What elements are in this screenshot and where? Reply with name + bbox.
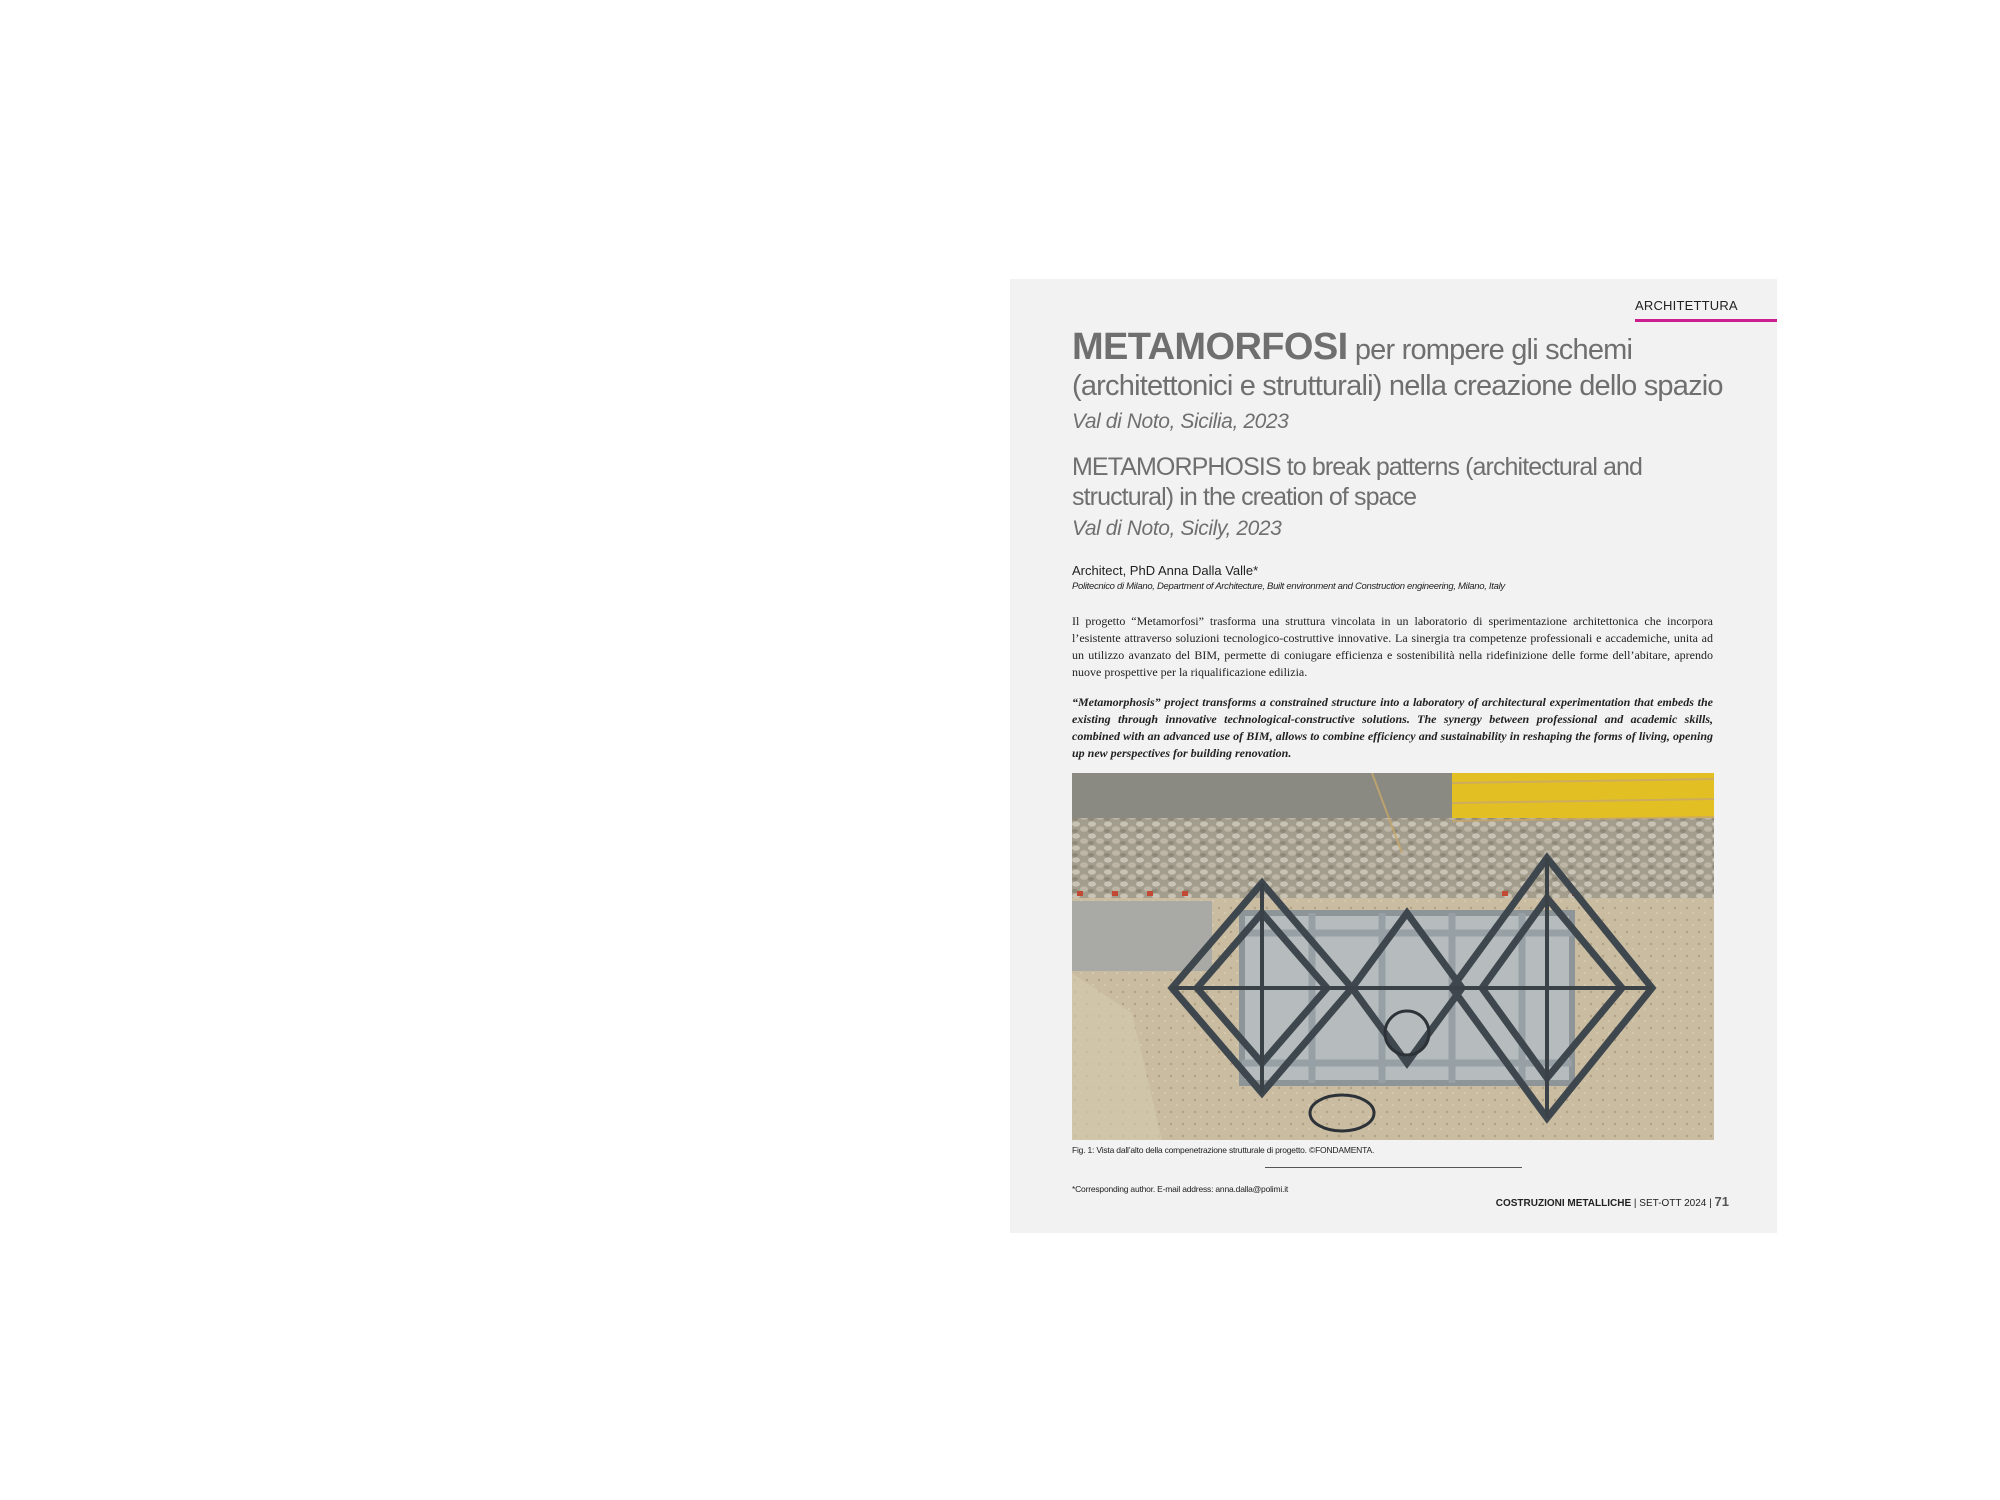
figure-caption: Fig. 1: Vista dall’alto della compenetrazione strutturale di progetto. ©FONDAMENTA. <box>1072 1145 1375 1155</box>
section-label: ARCHITETTURA <box>1635 298 1738 313</box>
page-number: 71 <box>1714 1194 1729 1209</box>
magazine-name: COSTRUZIONI METALLICHE <box>1495 1198 1632 1209</box>
footnote: *Corresponding author. E-mail address: anna.dalla@polimi.it <box>1072 1184 1289 1194</box>
aerial-structure-photo <box>1072 773 1714 1140</box>
italian-title <box>1072 326 1732 404</box>
aerial-photo-illustration <box>1072 773 1714 1140</box>
page-footer <box>1496 1194 1729 1209</box>
english-location: Val di Noto, Sicily, 2023 <box>1072 517 1282 540</box>
abstract-italian: Il progetto “Metamorfosi” trasforma una struttura vincolata in un laboratorio di sperimentazione architettonica che incorpora l’esistente attraverso soluzioni tecnologico-costruttive innovative. La sinergia tra competenze professionali e accademiche, unita ad un utilizzo avanzato del BIM, permette di coniugare efficienza e sostenibilità nella ridefinizione delle forme dell’abitare, aprendo nuove prospettive per la riqualificazione edilizia. <box>1072 614 1713 679</box>
footnote-divider <box>1265 1167 1522 1168</box>
italian-title-rest: per rompere gli schemi (architettonici e strutturali) nella creazione dello spazio <box>1072 334 1723 402</box>
author-line: Architect, PhD Anna Dalla Valle* <box>1072 563 1259 578</box>
abstract-english: “Metamorphosis” project transforms a constrained structure into a laboratory of architectural experimentation that embeds the existing through innovative technological-constructive solutions. The synergy between professional and academic skills, combined with an advanced use of BIM, allows to combine efficiency and sustainability in reshaping the forms of living, opening up new perspectives for building renovation. <box>1072 695 1713 760</box>
author-affiliation: Politecnico di Milano, Department of Architecture, Built environment and Construction engineering, Milano, Italy <box>1072 581 1505 592</box>
magazine-page <box>1010 279 1777 1233</box>
italian-location: Val di Noto, Sicilia, 2023 <box>1072 410 1289 433</box>
english-title: METAMORPHOSIS to break patterns (architectural and structural) in the creation of space <box>1072 453 1643 511</box>
footer-separator: | <box>1631 1198 1640 1209</box>
issue-label: SET-OTT 2024 <box>1639 1198 1707 1209</box>
section-underline <box>1635 319 1777 322</box>
footer-separator: | <box>1706 1198 1715 1209</box>
italian-title-strong: METAMORFOSI <box>1072 326 1348 368</box>
